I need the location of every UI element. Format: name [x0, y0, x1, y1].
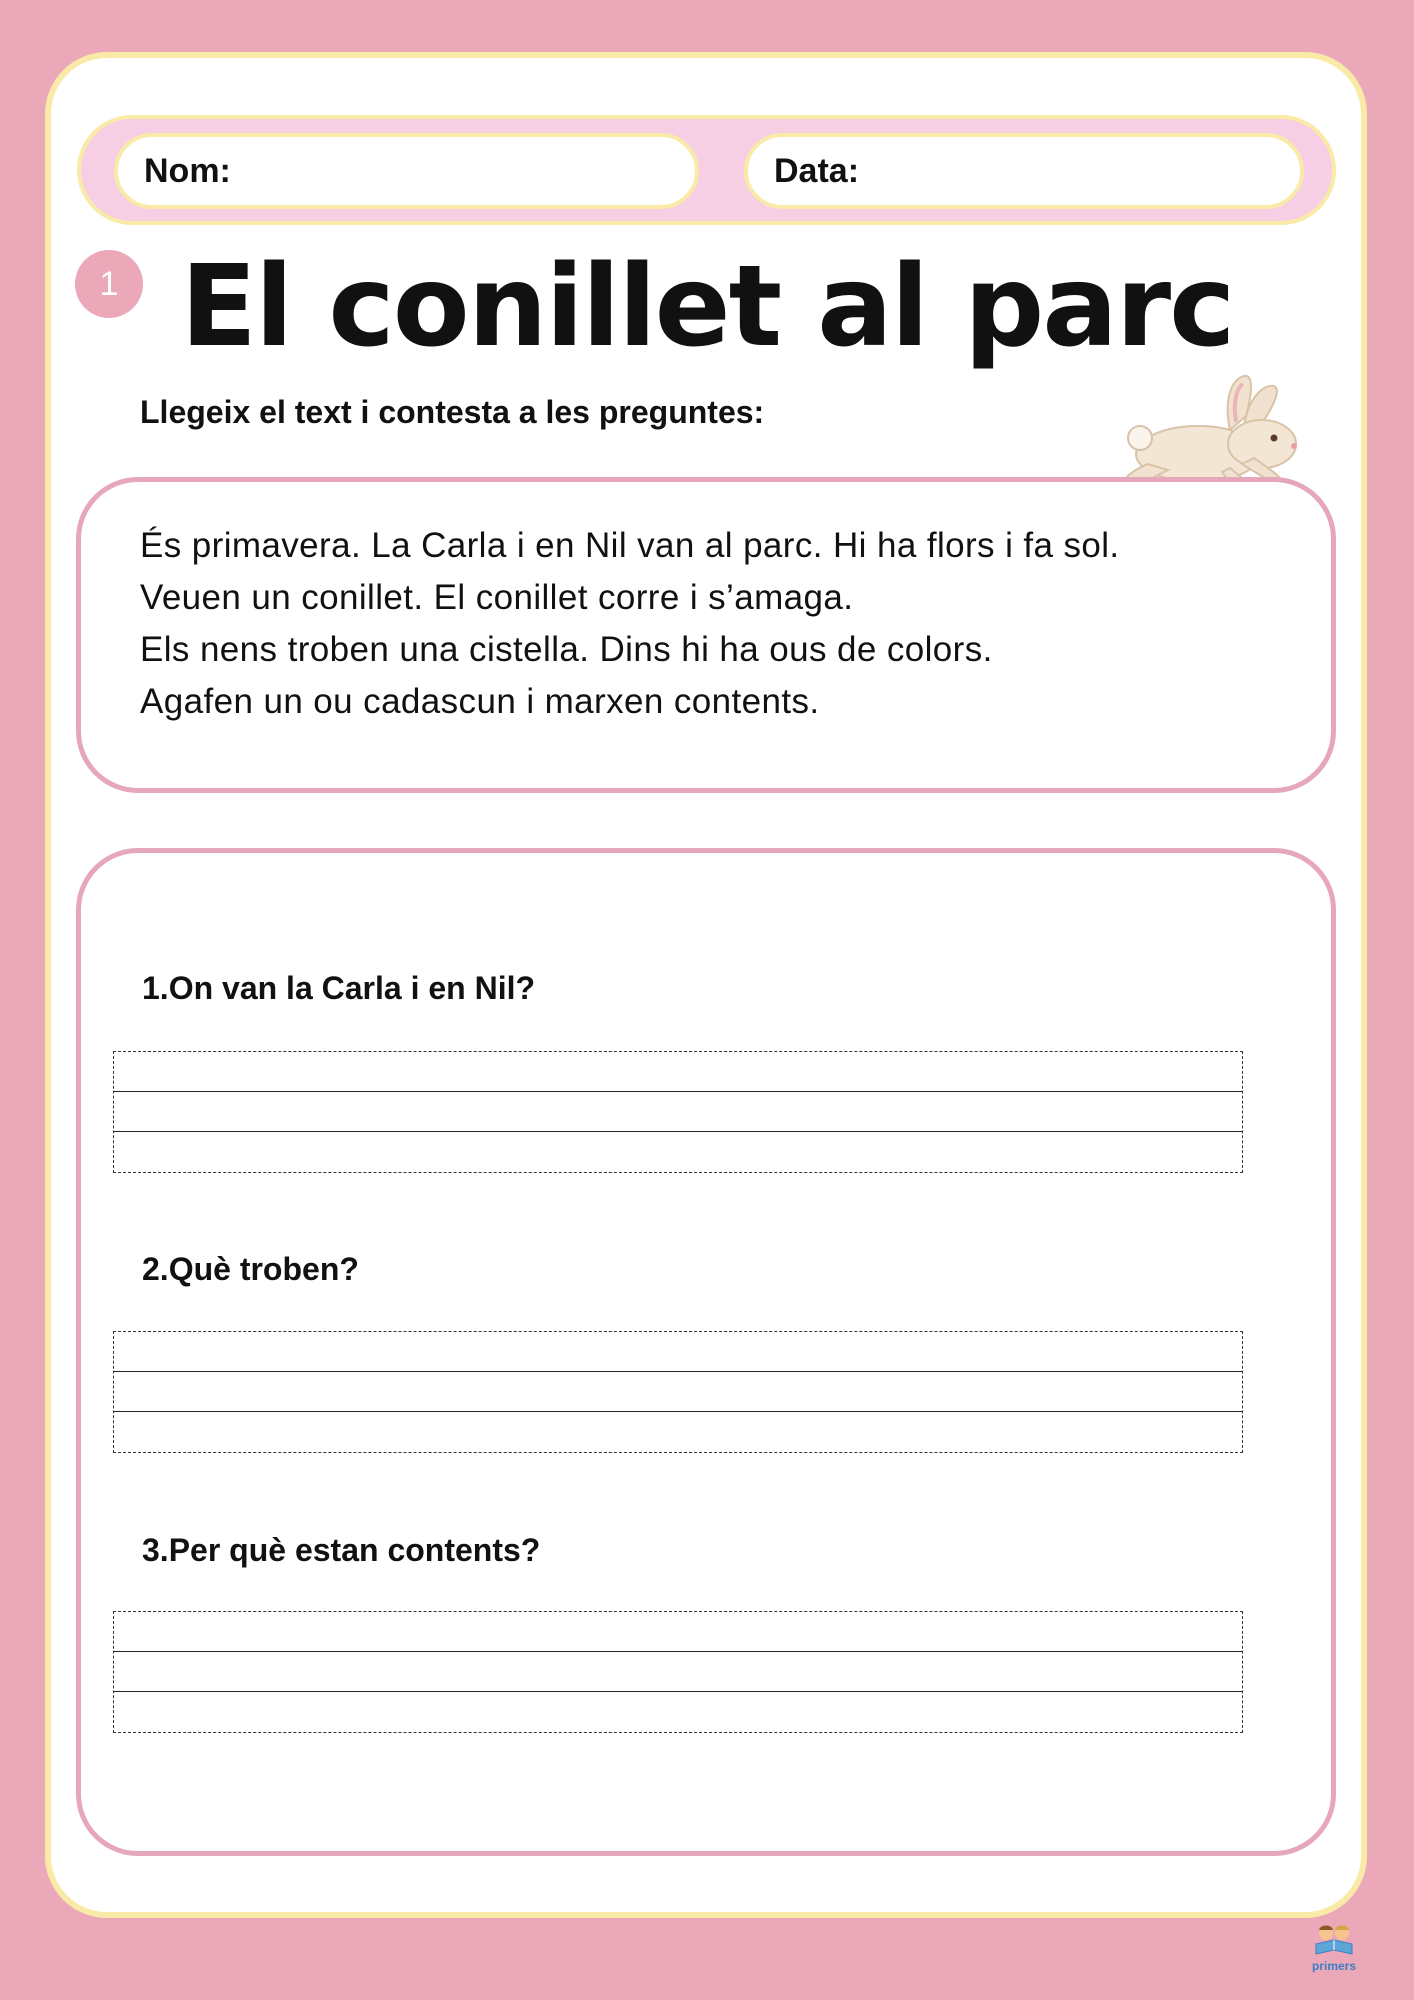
reading-line: És primavera. La Carla i en Nil van al parc. Hi ha flors i fa sol. — [140, 526, 1120, 565]
exercise-number-badge: 1 — [75, 250, 143, 318]
answer-lines-3[interactable] — [113, 1611, 1243, 1733]
answer-rule — [114, 1091, 1242, 1092]
reading-line: Veuen un conillet. El conillet corre i s’amaga. — [140, 578, 854, 617]
name-date-bar — [77, 115, 1336, 225]
answer-lines-2[interactable] — [113, 1331, 1243, 1453]
reading-passage — [140, 520, 1320, 728]
reading-line: Els nens troben una cistella. Dins hi ha ous de colors. — [140, 630, 993, 669]
date-field[interactable] — [744, 133, 1304, 209]
brand-logo — [1304, 1922, 1364, 1988]
answer-rule — [114, 1411, 1242, 1412]
name-field[interactable] — [114, 133, 699, 209]
question-2: 2.Què troben? — [142, 1251, 359, 1287]
answer-rule — [114, 1691, 1242, 1692]
answer-rule — [114, 1651, 1242, 1652]
name-label: Nom: — [144, 151, 231, 190]
reading-line: Agafen un ou cadascun i marxen contents. — [140, 682, 820, 721]
brand-logo-text: primers — [1311, 1959, 1357, 1973]
answer-lines-1[interactable] — [113, 1051, 1243, 1173]
instructions-text: Llegeix el text i contesta a les preguntes: — [140, 394, 765, 430]
book-kids-logo-icon — [1312, 1922, 1356, 1956]
question-3: 3.Per què estan contents? — [142, 1532, 541, 1568]
answer-rule — [114, 1371, 1242, 1372]
answer-rule — [114, 1131, 1242, 1132]
question-1: 1.On van la Carla i en Nil? — [142, 970, 536, 1006]
page-title: El conillet al parc — [180, 242, 1234, 372]
date-label: Data: — [774, 151, 860, 190]
